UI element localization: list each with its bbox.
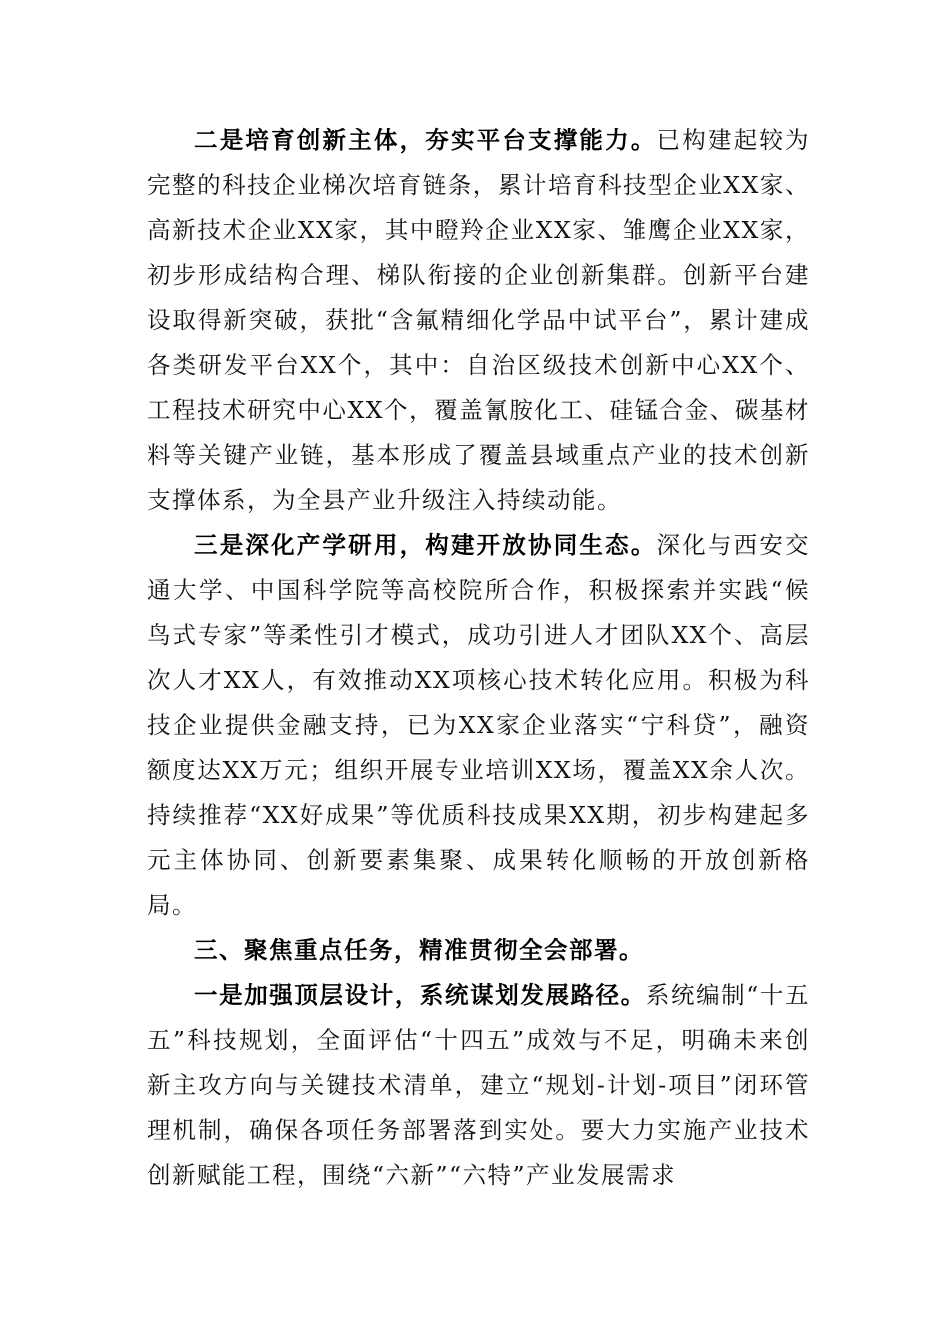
document-body: [147, 118, 810, 1198]
paragraph-lead: 三是深化产学研用，构建开放协同生态。: [194, 531, 657, 559]
paragraph-lead: 一是加强顶层设计，系统谋划发展路径。: [194, 981, 646, 1009]
paragraph-lead: 二是培育创新主体，夯实平台支撑能力。: [194, 126, 657, 154]
paragraph-top-level-design: [147, 973, 810, 1198]
paragraph-text: 深化与西安交通大学、中国科学院等高校院所合作，积极探索并实践“候鸟式专家”等柔性引才模式，成功引进人才团队XX个、高层次人才XX人，有效推动XX项核心技术转化应用。积极为科技企业提供金融支持，已为XX家企业落实“宁科贷”，融资额度达XX万元；组织开展专业培训XX场，覆盖XX余人次。持续推荐“XX好成果”等优质科技成果XX期，初步构建起多元主体协同、创新要素集聚、成果转化顺畅的开放创新格局。: [147, 531, 811, 919]
paragraph-text: 系统编制“十五五”科技规划，全面评估“十四五”成效与不足，明确未来创新主攻方向与关键技术清单，建立“规划-计划-项目”闭环管理机制，确保各项任务部署落到实处。要大力实施产业技术创新赋能工程，围绕“六新”“六特”产业发展需求: [147, 981, 811, 1189]
paragraph-industry-research: [147, 523, 810, 928]
paragraph-cultivate-innovation: [147, 118, 810, 523]
section-heading: 三、聚焦重点任务，精准贯彻全会部署。: [194, 936, 644, 964]
paragraph-text: 已构建起较为完整的科技企业梯次培育链条，累计培育科技型企业XX家、高新技术企业XX家，其中瞪羚企业XX家、雏鹰企业XX家，初步形成结构合理、梯队衔接的企业创新集群。创新平台建设取得新突破，获批“含氟精细化学品中试平台”，累计建成各类研发平台XX个，其中：自治区级技术创新中心XX个、工程技术研究中心XX个，覆盖氰胺化工、硅锰合金、碳基材料等关键产业链，基本形成了覆盖县域重点产业的技术创新支撑体系，为全县产业升级注入持续动能。: [147, 126, 811, 514]
